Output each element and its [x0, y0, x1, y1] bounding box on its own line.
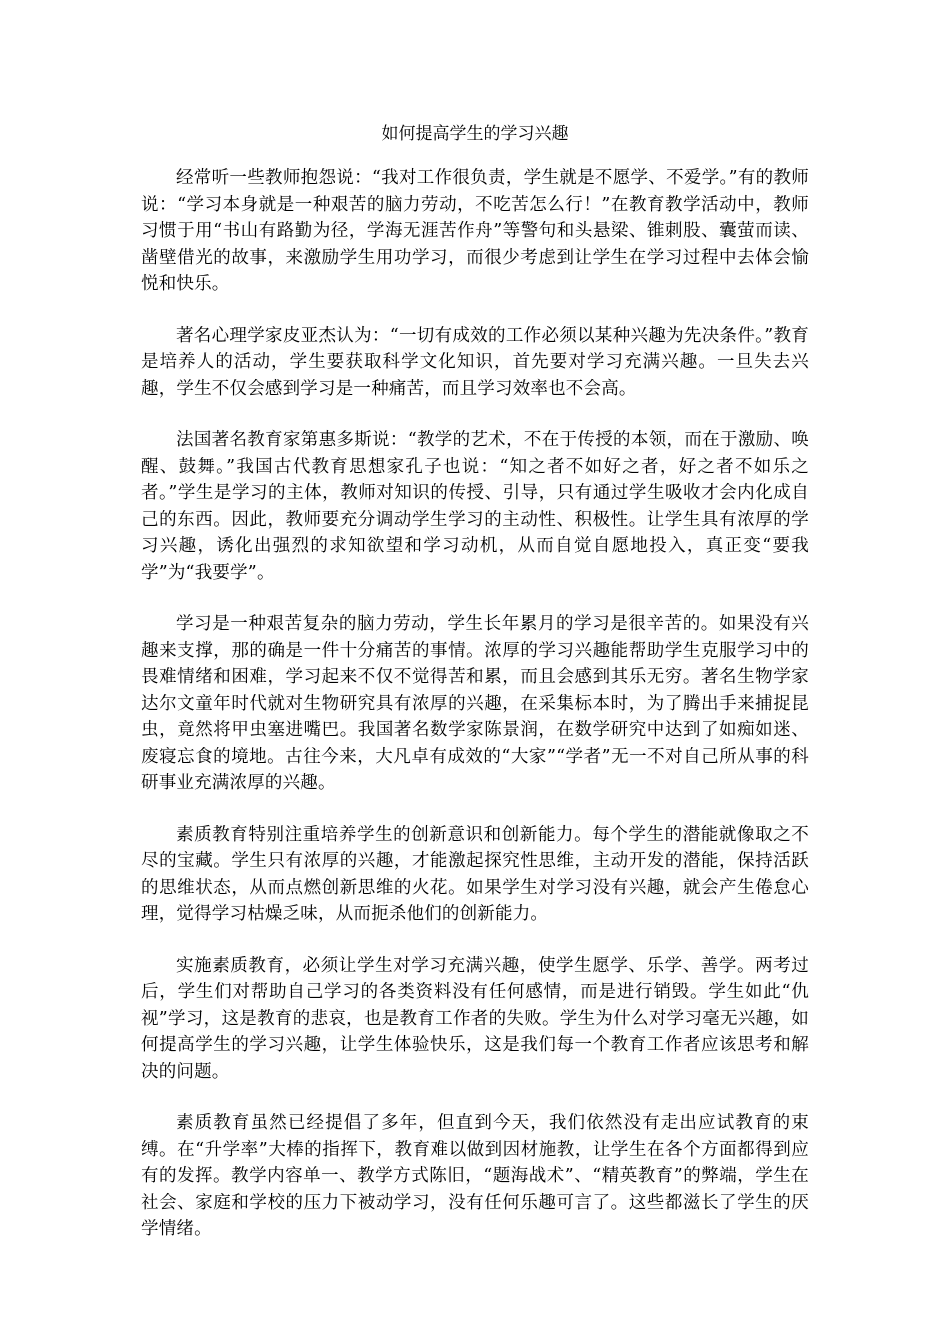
document-page: [141, 120, 809, 1268]
paragraph-7: 素质教育虽然已经提倡了多年，但直到今天，我们依然没有走出应试教育的束缚。在“升学率”大棒的指挥下，教育难以做到因材施教，让学生在各个方面都得到应有的发挥。教学内容单一、教学方式陈旧，“题海战术”、“精英教育”的弊端，学生在社会、家庭和学校的压力下被动学习，没有任何乐趣可言了。这些都滋长了学生的厌学情绪。: [141, 1113, 809, 1239]
paragraph-2: 著名心理学家皮亚杰认为：“一切有成效的工作必须以某种兴趣为先决条件。”教育是培养人的活动，学生要获取科学文化知识，首先要对学习充满兴趣。一旦失去兴趣，学生不仅会感到学习是一种痛苦，而且学习效率也不会高。: [141, 325, 809, 399]
paragraph-1: 经常听一些教师抱怨说：“我对工作很负责，学生就是不愿学、不爱学。”有的教师说：“学习本身就是一种艰苦的脑力劳动，不吃苦怎么行！”在教育教学活动中，教师习惯于用“书山有路勤为径，学海无涯苦作舟”等警句和头悬梁、锥刺股、囊萤而读、凿壁借光的故事，来激励学生用功学习，而很少考虑到让学生在学习过程中去体会愉悦和快乐。: [141, 168, 809, 294]
paragraph-5: 素质教育特别注重培养学生的创新意识和创新能力。每个学生的潜能就像取之不尽的宝藏。学生只有浓厚的兴趣，才能激起探究性思维，主动开发的潜能，保持活跃的思维状态，从而点燃创新思维的火花。如果学生对学习没有兴趣，就会产生倦怠心理，觉得学习枯燥乏味，从而扼杀他们的创新能力。: [141, 824, 809, 924]
paragraph-6: 实施素质教育，必须让学生对学习充满兴趣，使学生愿学、乐学、善学。两考过后，学生们对帮助自己学习的各类资料没有任何感情，而是进行销毁。学生如此“仇视”学习，这是教育的悲哀，也是教育工作者的失败。学生为什么对学习毫无兴趣，如何提高学生的学习兴趣，让学生体验快乐，这是我们每一个教育工作者应该思考和解决的问题。: [141, 955, 809, 1082]
paragraph-3: 法国著名教育家第惠多斯说：“教学的艺术，不在于传授的本领，而在于激励、唤醒、鼓舞。”我国古代教育思想家孔子也说：“知之者不如好之者，好之者不如乐之者。”学生是学习的主体，教师对知识的传授、引导，只有通过学生吸收才会内化成自己的东西。因此，教师要充分调动学生学习的主动性、积极性。让学生具有浓厚的学习兴趣，诱化出强烈的求知欲望和学习动机，从而自觉自愿地投入，真正变“要我学”为“我要学”。: [141, 430, 809, 583]
document-title: 如何提高学生的学习兴趣: [381, 124, 569, 144]
paragraph-4: 学习是一种艰苦复杂的脑力劳动，学生长年累月的学习是很辛苦的。如果没有兴趣来支撑，那的确是一件十分痛苦的事情。浓厚的学习兴趣能帮助学生克服学习中的畏难情绪和困难，学习起来不仅不觉得苦和累，而且会感到其乐无穷。著名生物学家达尔文童年时代就对生物研究具有浓厚的兴趣，在采集标本时，为了腾出手来捕捉昆虫，竟然将甲虫塞进嘴巴。我国著名数学家陈景润，在数学研究中达到了如痴如迷、废寝忘食的境地。古往今来，大凡卓有成效的“大家”“学者”无一不对自己所从事的科研事业充满浓厚的兴趣。: [141, 614, 809, 793]
